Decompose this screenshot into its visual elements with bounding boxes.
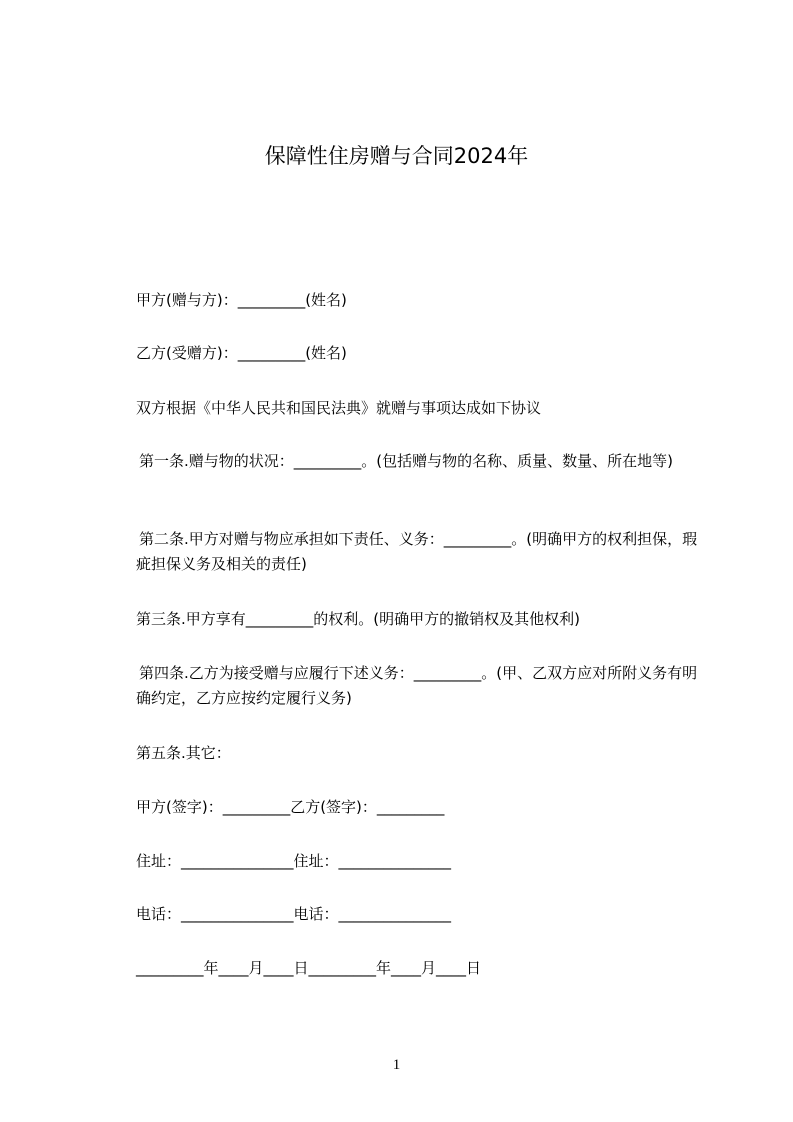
article-4: 第四条.乙方为接受赠与应履行下述义务：_________。(甲、乙双方应对所附义务有明确约定，乙方应按约定履行义务) [136,664,698,707]
article-2: 第二条.甲方对赠与物应承担如下责任、义务：_________。(明确甲方的权利担保，瑕疵担保义务及相关的责任) [136,530,698,573]
document-title: 保障性住房赠与合同2024年 [264,144,529,168]
article-5: 第五条.其它： [136,744,231,762]
article-3: 第三条.甲方享有_________的权利。(明确甲方的撤销权及其他权利) [136,610,580,628]
signature-line: 甲方(签字)：_________乙方(签字)：_________ [136,798,445,816]
date-line: _________年____月____日_________年____月____日 [136,959,482,977]
article-1: 第一条.赠与物的状况：_________。(包括赠与物的名称、质量、数量、所在地等) [139,452,673,470]
party-b-line: 乙方(受赠方)：_________(姓名) [136,344,347,362]
agreement-intro: 双方根据《中华人民共和国民法典》就赠与事项达成如下协议 [136,399,542,417]
phone-line: 电话：_______________电话：_______________ [136,905,452,923]
party-a-line: 甲方(赠与方)：_________(姓名) [136,291,347,309]
page-number: 1 [392,1057,401,1073]
address-line: 住址：_______________住址：_______________ [136,852,452,870]
